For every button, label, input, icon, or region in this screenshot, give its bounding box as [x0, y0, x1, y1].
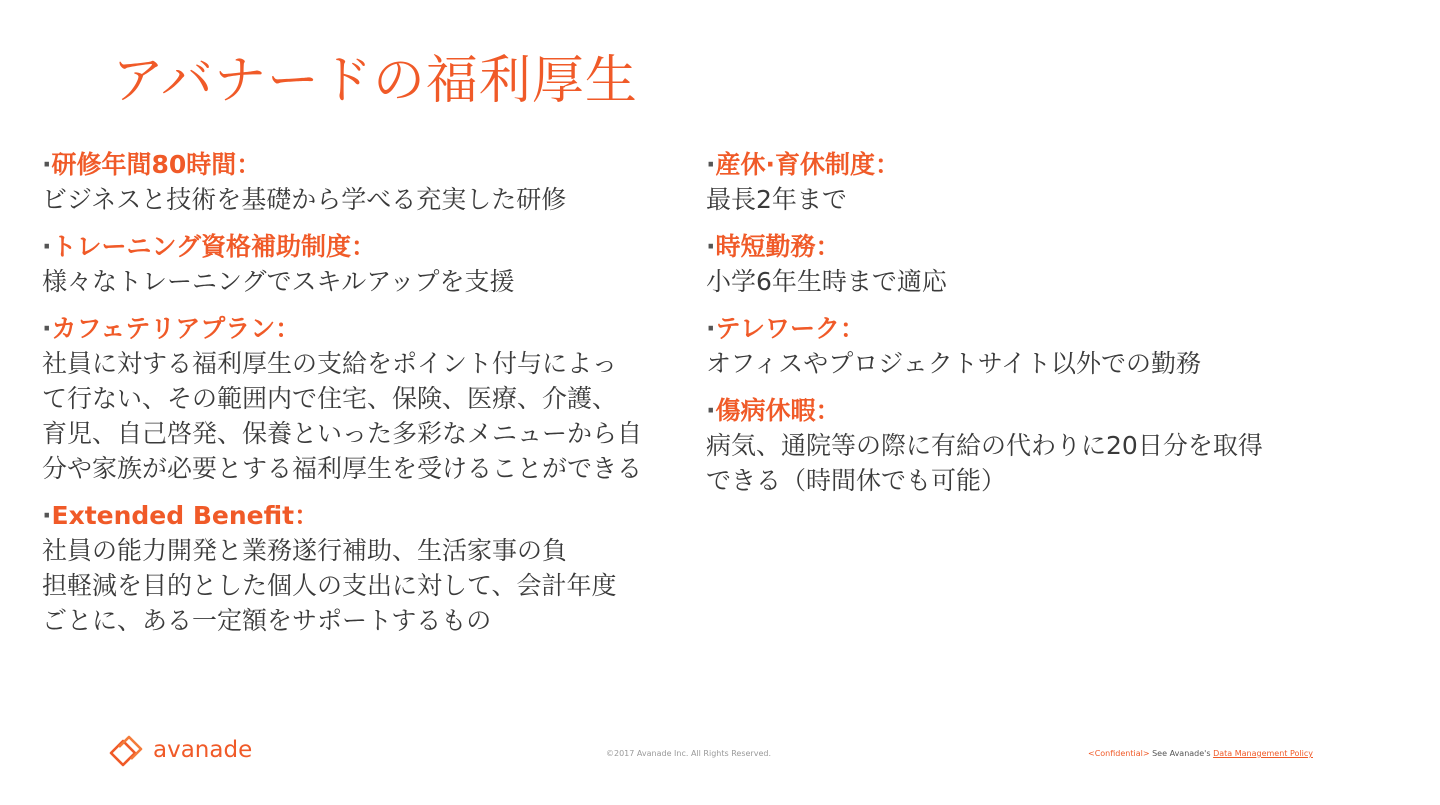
description-line: 社員の能力開発と業務遂行補助、生活家事の負 [42, 536, 568, 565]
benefit-item [42, 312, 692, 486]
description-line: 最長2年まで [706, 185, 847, 214]
avanade-logo [107, 733, 252, 767]
benefit-heading-text: 研修年間80時間： [51, 150, 262, 179]
benefit-heading [42, 148, 692, 182]
benefit-description [706, 264, 1386, 299]
benefit-heading [706, 230, 1386, 264]
benefit-heading-text: トレーニング資格補助制度： [51, 232, 377, 261]
description-line: て行ない、その範囲内で住宅、保険、医療、介護、 [42, 384, 618, 413]
bullet-dot: · [42, 314, 52, 343]
bullet-dot: · [706, 396, 716, 425]
benefit-heading-text: 産休·育休制度： [715, 150, 900, 179]
description-line: ビジネスと技術を基礎から学べる充実した研修 [42, 185, 567, 214]
bullet-dot: · [42, 150, 52, 179]
benefit-heading-text: Extended Benefit： [51, 501, 320, 530]
benefit-description [706, 182, 1386, 217]
confidential-text: See Avanade's [1149, 749, 1214, 758]
benefit-item [42, 230, 692, 299]
description-line: オフィスやプロジェクトサイト以外での勤務 [706, 349, 1202, 378]
benefit-description [42, 533, 692, 638]
benefit-heading [706, 312, 1386, 346]
description-line: 担軽減を目的とした個人の支出に対して、会計年度 [42, 571, 617, 600]
benefit-heading [706, 394, 1386, 428]
benefit-item [42, 148, 692, 217]
benefit-description [42, 346, 692, 486]
benefit-heading-text: 時短勤務： [715, 232, 841, 261]
bullet-dot: · [706, 314, 716, 343]
slide-title: アバナードの福利厚生 [112, 51, 638, 111]
confidential-notice [1088, 749, 1313, 758]
copyright-notice: ©2017 Avanade Inc. All Rights Reserved. [606, 749, 771, 758]
bullet-dot: · [706, 232, 716, 261]
benefit-description [42, 182, 692, 217]
data-management-policy-link[interactable]: Data Management Policy [1213, 749, 1313, 758]
description-line: 小学6年生時まで適応 [706, 267, 947, 296]
description-line: 病気、通院等の際に有給の代わりに20日分を取得 [706, 431, 1263, 460]
left-column [42, 148, 692, 651]
benefit-heading [706, 148, 1386, 182]
description-line: できる（時間休でも可能） [706, 466, 1007, 495]
confidential-tag: <Confidential> [1088, 749, 1150, 758]
benefit-item [706, 312, 1386, 381]
right-column [706, 148, 1386, 511]
benefit-description [42, 264, 692, 299]
benefit-heading-text: 傷病休暇： [715, 396, 841, 425]
description-line: 様々なトレーニングでスキルアップを支援 [42, 267, 515, 296]
bullet-dot: · [706, 150, 716, 179]
avanade-logo-icon [107, 733, 145, 767]
benefit-description [706, 428, 1386, 498]
benefit-heading-text: カフェテリアプラン： [51, 314, 301, 343]
description-line: ごとに、ある一定額をサポートするもの [42, 606, 492, 635]
benefit-heading [42, 312, 692, 346]
benefit-item [706, 230, 1386, 299]
bullet-dot: · [42, 501, 52, 530]
bullet-dot: · [42, 232, 52, 261]
benefit-description [706, 346, 1386, 381]
benefit-item [42, 499, 692, 638]
benefit-heading [42, 230, 692, 264]
logo-text: avanade [153, 737, 253, 763]
benefit-item [706, 394, 1386, 498]
description-line: 育児、自己啓発、保養といった多彩なメニューから自 [42, 419, 643, 448]
benefit-item [706, 148, 1386, 217]
benefit-heading-text: テレワーク： [715, 314, 866, 343]
description-line: 分や家族が必要とする福利厚生を受けることができる [42, 454, 643, 483]
benefit-heading [42, 499, 692, 533]
description-line: 社員に対する福利厚生の支給をポイント付与によっ [42, 349, 618, 378]
